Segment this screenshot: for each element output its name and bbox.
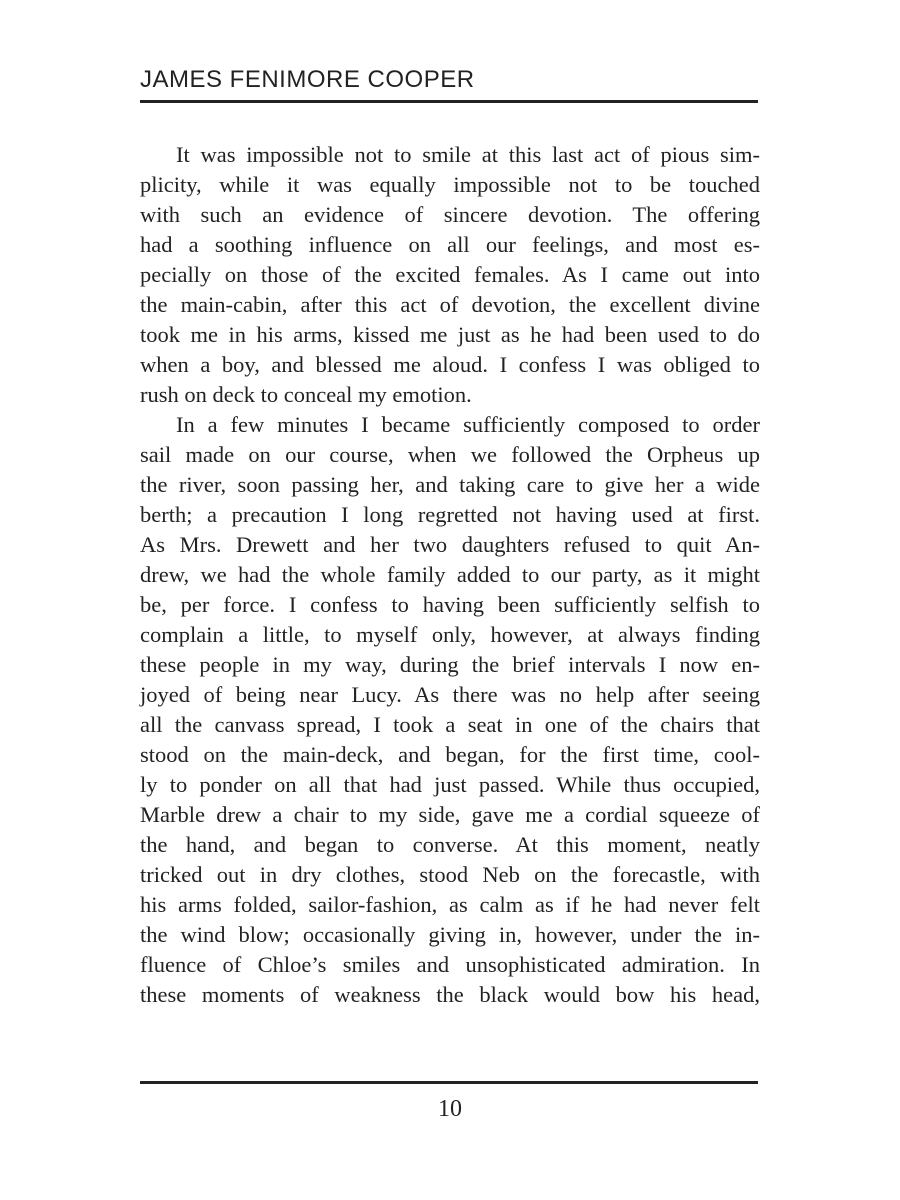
text-line: complain a little, to myself only, however, at always finding bbox=[140, 622, 760, 647]
text-line: pecially on those of the excited females. As I came out into bbox=[140, 262, 760, 287]
body-text bbox=[140, 140, 760, 1010]
text-line: the river, soon passing her, and taking care to give her a wide bbox=[140, 472, 760, 497]
text-line: joyed of being near Lucy. As there was no help after seeing bbox=[140, 682, 760, 707]
text-line: be, per force. I confess to having been sufficiently selfish to bbox=[140, 592, 760, 617]
running-header: JAMES FENIMORE COOPER bbox=[140, 66, 475, 93]
text-line: stood on the main-deck, and began, for the first time, cool- bbox=[140, 742, 760, 767]
text-line: ly to ponder on all that had just passed. While thus occupied, bbox=[140, 772, 760, 797]
text-line: these moments of weakness the black would bow his head, bbox=[140, 982, 760, 1007]
text-line: In a few minutes I became sufficiently composed to order bbox=[176, 412, 760, 437]
text-line: tricked out in dry clothes, stood Neb on the forecastle, with bbox=[140, 862, 760, 887]
text-line: all the canvass spread, I took a seat in one of the chairs that bbox=[140, 712, 760, 737]
text-line: fluence of Chloe’s smiles and unsophisticated admiration. In bbox=[140, 952, 760, 977]
text-line: his arms folded, sailor-fashion, as calm as if he had never felt bbox=[140, 892, 760, 917]
text-line: sail made on our course, when we followed the Orpheus up bbox=[140, 442, 760, 467]
text-line: the hand, and began to converse. At this moment, neatly bbox=[140, 832, 760, 857]
text-line: plicity, while it was equally impossible not to be touched bbox=[140, 172, 760, 197]
paragraph bbox=[140, 410, 760, 1010]
text-line: had a soothing influence on all our feelings, and most es- bbox=[140, 232, 760, 257]
paragraph bbox=[140, 140, 760, 410]
text-line: with such an evidence of sincere devotion. The offering bbox=[140, 202, 760, 227]
footer-rule bbox=[140, 1081, 758, 1084]
text-line: As Mrs. Drewett and her two daughters refused to quit An- bbox=[140, 532, 760, 557]
page-number: 10 bbox=[438, 1096, 462, 1122]
header-rule bbox=[140, 100, 758, 103]
text-line: these people in my way, during the brief intervals I now en- bbox=[140, 652, 760, 677]
text-line: It was impossible not to smile at this last act of pious sim- bbox=[176, 142, 760, 167]
text-line: when a boy, and blessed me aloud. I confess I was obliged to bbox=[140, 352, 760, 377]
text-line: took me in his arms, kissed me just as he had been used to do bbox=[140, 322, 760, 347]
text-line: the wind blow; occasionally giving in, however, under the in- bbox=[140, 922, 760, 947]
text-line: berth; a precaution I long regretted not having used at first. bbox=[140, 502, 760, 527]
text-line: drew, we had the whole family added to our party, as it might bbox=[140, 562, 760, 587]
text-line: Marble drew a chair to my side, gave me a cordial squeeze of bbox=[140, 802, 760, 827]
text-line: the main-cabin, after this act of devotion, the excellent divine bbox=[140, 292, 760, 317]
text-line: rush on deck to conceal my emotion. bbox=[140, 382, 472, 407]
